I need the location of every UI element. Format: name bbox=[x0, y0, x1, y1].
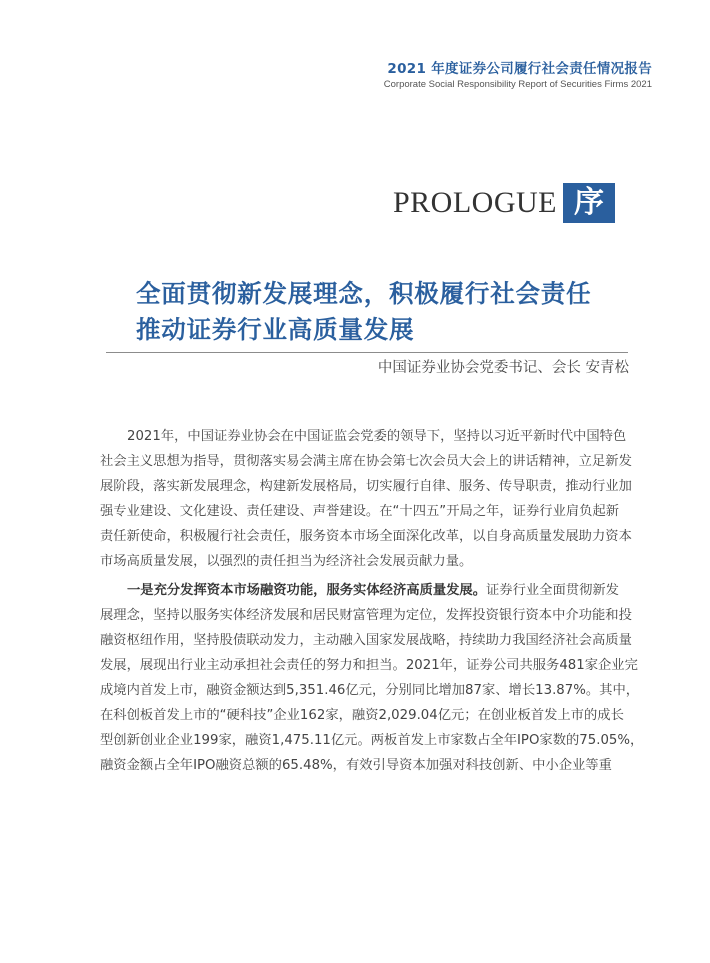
report-title-en: Corporate Social Responsibility Report of Securities Firms 2021 bbox=[383, 79, 652, 90]
paragraph-line: 市场高质量发展，以强烈的责任担当为经济社会发展贡献力量。 bbox=[100, 554, 473, 569]
paragraph-line: 融资金额占全年IPO融资总额的65.48%，有效引导资本加强对科技创新、中小企业等重 bbox=[100, 758, 612, 773]
paragraph-line: 展阶段，落实新发展理念，构建新发展格局，切实履行自律、服务、传导职责，推动行业加 bbox=[100, 479, 632, 494]
paragraph-lead: 一是充分发挥资本市场融资功能，服务实体经济高质量发展。 bbox=[127, 583, 487, 598]
article-title bbox=[136, 276, 591, 348]
paragraph-line: 型创新创业企业199家，融资1,475.11亿元。两板首发上市家数占全年IPO家数的75.05%， bbox=[100, 733, 644, 748]
article-author: 中国证券业协会党委书记、会长 安青松 bbox=[377, 360, 629, 376]
report-title-cn: 2021 年度证券公司履行社会责任情况报告 bbox=[387, 61, 652, 77]
paragraph-line: 成境内首发上市，融资金额达到5,351.46亿元，分别同比增加87家、增长13.87%。其中， bbox=[100, 683, 640, 698]
paragraph-line: 2021年，中国证券业协会在中国证监会党委的领导下，坚持以习近平新时代中国特色 bbox=[127, 429, 627, 444]
paragraph-line: 融资枢纽作用，坚持股债联动发力，主动融入国家发展战略，持续助力我国经济社会高质量 bbox=[100, 633, 632, 648]
paragraph-line: 强专业建设、文化建设、责任建设、声誉建设。在“十四五”开局之年，证券行业肩负起新 bbox=[100, 504, 620, 519]
article-body bbox=[100, 424, 644, 782]
prologue-cn-badge: 序 bbox=[563, 183, 615, 223]
paragraph-line: 展理念，坚持以服务实体经济发展和居民财富管理为定位，发挥投资银行资本中介功能和投 bbox=[100, 608, 632, 623]
report-header bbox=[384, 60, 652, 92]
paragraph-line: 发展，展现出行业主动承担社会责任的努力和担当。2021年，证券公司共服务481家企业完 bbox=[100, 658, 638, 673]
paragraph-line: 在科创板首发上市的“硬科技”企业162家，融资2,029.04亿元；在创业板首发上市的成长 bbox=[100, 708, 624, 723]
article-title-line-2: 推动证券行业高质量发展 bbox=[136, 315, 415, 344]
title-divider bbox=[106, 352, 628, 353]
paragraph-intro bbox=[100, 424, 632, 574]
article-title-line-1: 全面贯彻新发展理念，积极履行社会责任 bbox=[136, 279, 592, 308]
prologue-heading bbox=[393, 182, 615, 224]
paragraph-point-one bbox=[100, 578, 644, 778]
paragraph-line-rest: 证券行业全面贯彻新发 bbox=[486, 583, 619, 598]
paragraph-line bbox=[100, 578, 632, 603]
paragraph-line: 责任新使命，积极履行社会责任，服务资本市场全面深化改革，以自身高质量发展助力资本 bbox=[100, 529, 632, 544]
paragraph-line: 社会主义思想为指导，贯彻落实易会满主席在协会第七次会员大会上的讲话精神，立足新发 bbox=[100, 454, 632, 469]
prologue-label: PROLOGUE bbox=[392, 186, 557, 219]
